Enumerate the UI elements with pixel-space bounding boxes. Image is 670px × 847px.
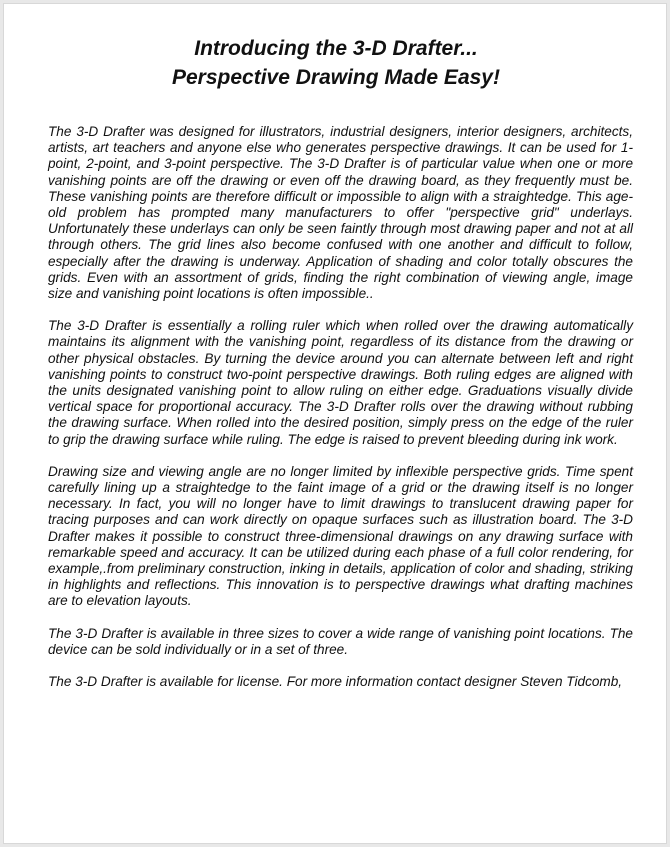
document-page	[3, 3, 667, 844]
paragraph-license: The 3-D Drafter is available for license. For more information contact designer Steven Tidcomb,	[48, 674, 623, 690]
document-body	[48, 124, 633, 706]
paragraph-drawing-size: Drawing size and viewing angle are no longer limited by inflexible perspective grids. Time spent carefully lining up a straightedge to the faint image of a grid or the drawing itself is no longer necessary. In fact, you will no longer have to limit drawings to translucent drawing paper for tracing purposes and can work directly on opaque surfaces such as illustration board. The 3-D Drafter makes it possible to construct three-dimensional drawings on any drawing surface with remarkable speed and accuracy. It can be utilized during each phase of a full color rendering, for example,.from preliminary construction, inking in details, application of color and shading, striking in highlights and reflections. This innovation is to perspective drawings what drafting machines are to elevation layouts.	[48, 463, 633, 609]
paragraph-rolling-ruler: The 3-D Drafter is essentially a rolling ruler which when rolled over the drawing automatically maintains its alignment with the vanishing point, regardless of its distance from the drawing or other physical obstacles. By turning the device around you can alternate between left and right vanishing points to construct two-point perspective drawings. Both ruling edges are aligned with the units designated vanishing point to allow ruling on either edge. Graduations visually divide vertical space for proportional accuracy. The 3-D Drafter rolls over the drawing without rubbing the drawing surface. When rolled into the desired position, simply press on the edge of the ruler to grip the drawing surface while ruling. The edge is raised to prevent bleeding during ink work.	[48, 318, 633, 447]
document-title	[4, 34, 668, 92]
title-line-2: Perspective Drawing Made Easy!	[172, 66, 500, 89]
paragraph-intro: The 3-D Drafter was designed for illustrators, industrial designers, interior designers, architects, artists, art teachers and anyone else who generates perspective drawings. It can be used for 1-point, 2-point, and 3-point perspective. The 3-D Drafter is of particular value when one or more vanishing points are off the drawing or even off the drawing board, as they frequently must be. These vanishing points are therefore difficult or impossible to align with a straightedge. This age-old problem has prompted many manufacturers to offer "perspective grid" underlays. Unfortunately these underlays can only be seen faintly through most drawing paper and not at all through others. The grid lines also become confused with one another and difficult to follow, especially after the drawing is underway. Application of shading and color totally obscures the grids. Even with an assortment of grids, finding the right combination of viewing angle, image size and vanishing point locations is often impossible..	[48, 124, 633, 302]
paragraph-sizes: The 3-D Drafter is available in three sizes to cover a wide range of vanishing point locations. The device can be sold individually or in a set of three.	[48, 625, 633, 657]
title-line-1: Introducing the 3-D Drafter...	[194, 37, 478, 60]
